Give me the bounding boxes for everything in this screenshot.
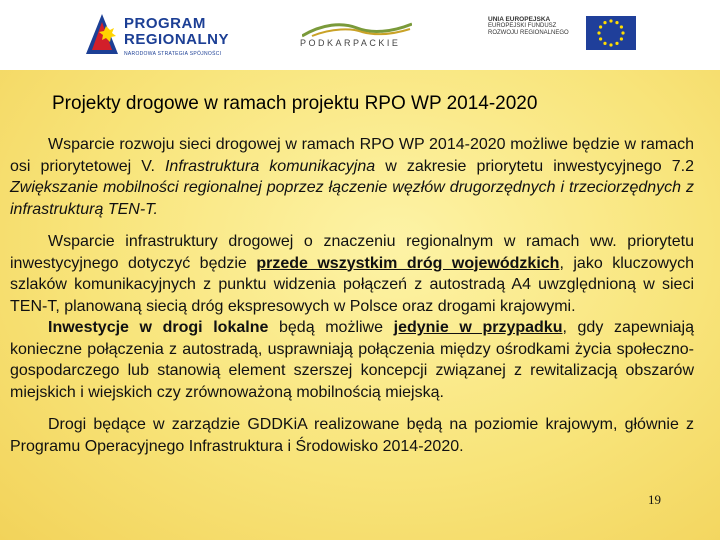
program-line2: REGIONALNY bbox=[124, 31, 230, 48]
paragraph-1 bbox=[10, 134, 694, 220]
podkarpackie-text: PODKARPACKIE bbox=[300, 38, 401, 48]
program-star-icon bbox=[84, 12, 120, 56]
p2-text-c: , jako kluczowych szlaków komunikacyjnych z punktu widzenia połączeń z autostradą A4 uwzględnioną w sieci TEN-T, planowaną siecią dróg ekspresowych w Polsce oraz drogami krajowymi. bbox=[10, 254, 694, 315]
p2-emphasis: przede wszystkim dróg wojewódzkich bbox=[256, 254, 560, 272]
p3-emphasis: jedynie w przypadku bbox=[393, 319, 563, 336]
eu-line2: EUROPEJSKI FUNDUSZ bbox=[488, 23, 557, 29]
eu-line1: UNIA EUROPEJSKA bbox=[488, 16, 551, 23]
p3-text-b: będą możliwe bbox=[268, 319, 394, 336]
p3-bold-lead: Inwestycje w drogi lokalne bbox=[48, 319, 269, 336]
page-number: 19 bbox=[648, 492, 661, 507]
slide-title: Projekty drogowe w ramach projektu RPO WP 2014-2020 bbox=[52, 93, 538, 114]
eu-logo bbox=[488, 14, 638, 56]
slide-body bbox=[10, 134, 694, 457]
eu-line3: ROZWOJU REGIONALNEGO bbox=[488, 30, 569, 36]
p1-italic-priority: Zwiększanie mobilności regionalnej poprzez łączenie węzłów drugorzędnych i trzeciorzędnych z infrastrukturą TEN-T. bbox=[10, 179, 694, 218]
program-subline: NARODOWA STRATEGIA SPÓJNOŚCI bbox=[124, 51, 222, 57]
eu-flag-icon bbox=[586, 16, 636, 50]
p2-text-a: Wsparcie infrastruktury drogowej o znaczeniu regionalnym w ramach ww. priorytetu inwestycyjnego dotyczyć będzie bbox=[10, 233, 694, 272]
podkarpackie-logo bbox=[292, 20, 422, 60]
header-bar bbox=[0, 0, 720, 70]
p1-italic-axis: Infrastruktura komunikacyjna bbox=[164, 157, 376, 175]
program-regionalny-logo bbox=[84, 10, 244, 62]
paragraph-3 bbox=[10, 317, 694, 403]
p4-text: Drogi będące w zarządzie GDDKiA realizowane będą na poziomie krajowym, głównie z Programu Operacyjnego Infrastruktura i Środowisko 2014-2020. bbox=[10, 416, 694, 455]
podkarpackie-wave-icon bbox=[302, 20, 412, 38]
p1-text-a: Wsparcie rozwoju sieci drogowej w ramach RPO WP 2014-2020 możliwe będzie w ramach osi priorytetowej V. bbox=[10, 136, 694, 175]
program-line1: PROGRAM bbox=[124, 15, 206, 32]
p1-text-c: w zakresie priorytetu inwestycyjnego 7.2 bbox=[375, 157, 695, 175]
paragraph-2 bbox=[10, 231, 694, 317]
paragraph-4 bbox=[10, 414, 694, 457]
p3-text-d: , gdy zapewniają konieczne połączenia z autostradą, usprawniają połączenia między ośrodkami życia społeczno-gospodarczego lub stanowią element szerszej koncepcji związanej z rewitalizacją obszarów miejskich i wiejskich czy zrównoważoną mobilnością miejską. bbox=[10, 319, 695, 401]
